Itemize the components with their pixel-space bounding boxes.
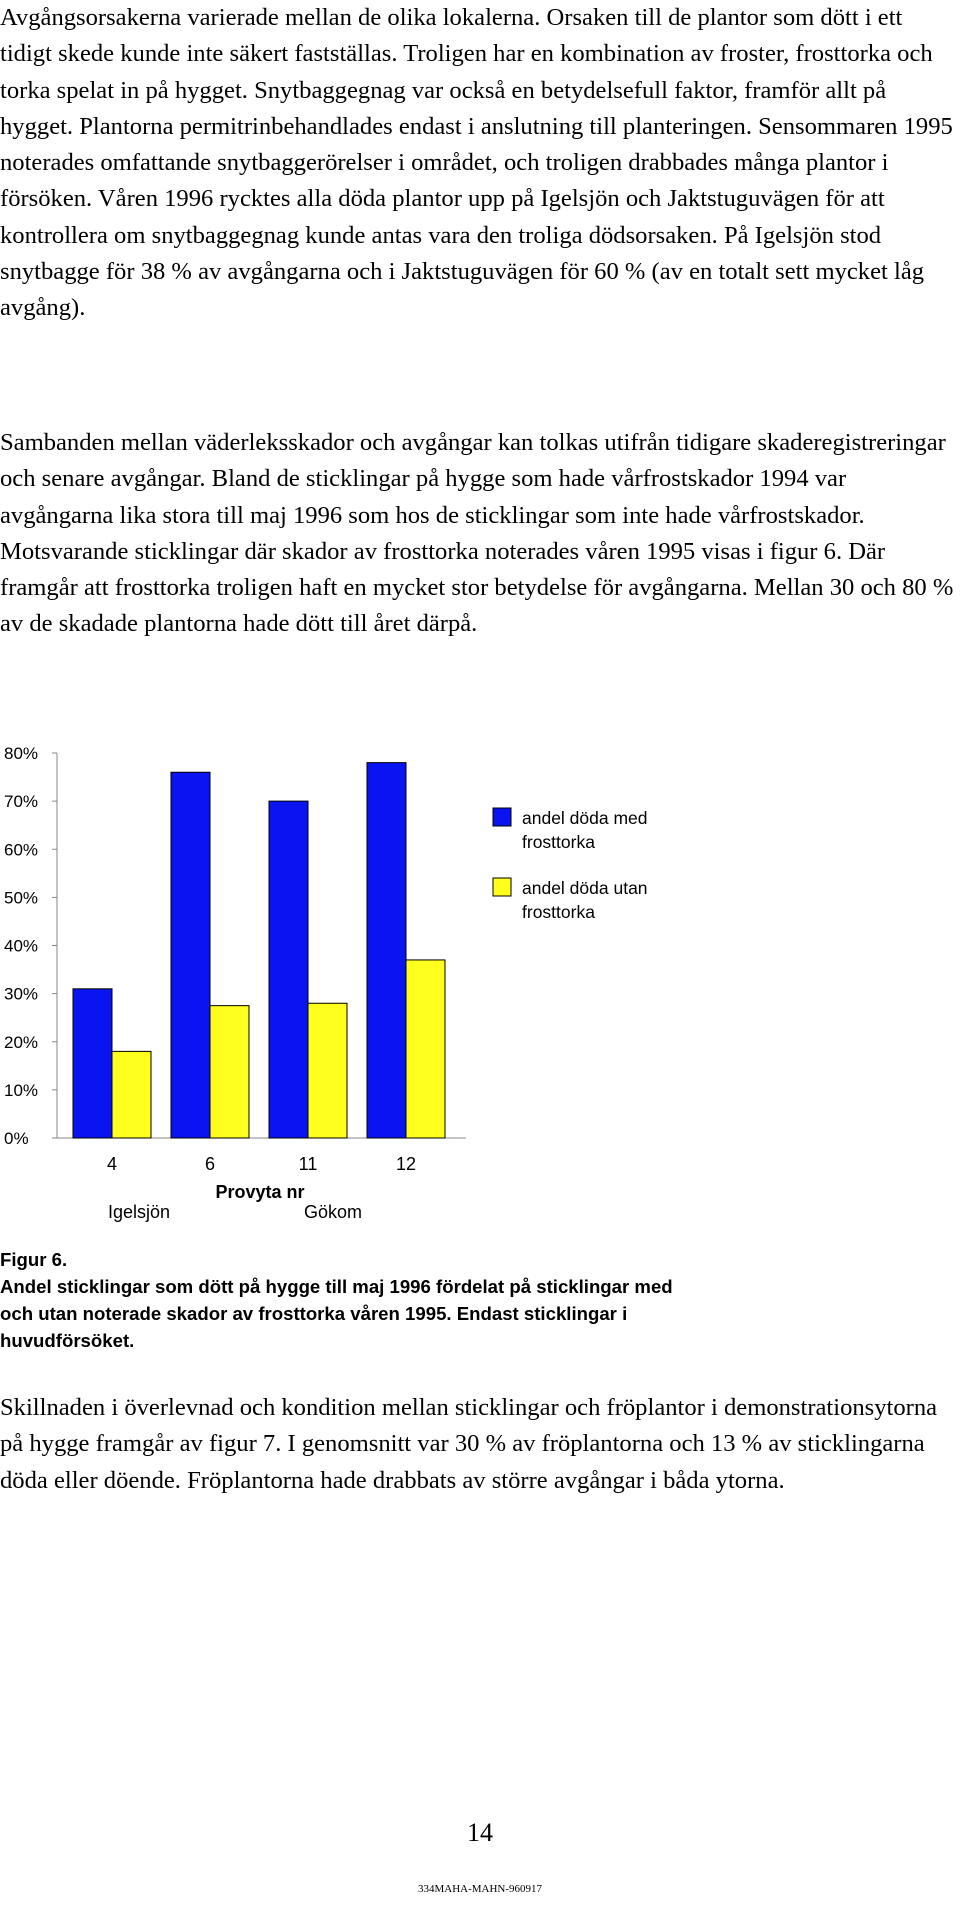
bar-med-frosttorka-11	[269, 801, 308, 1138]
bar-utan-frosttorka-6	[210, 1006, 249, 1138]
y-tick-label: 80%	[4, 744, 39, 763]
y-tick-label: 60%	[4, 840, 39, 860]
x-tick-label: 4	[106, 1154, 118, 1174]
chart-legend	[493, 808, 648, 922]
bar-utan-frosttorka-12	[406, 960, 445, 1138]
group-label-igelsjon: Igelsjön	[107, 1202, 171, 1222]
x-axis-title: Provyta nr	[215, 1182, 305, 1202]
y-tick-label: 10%	[4, 1080, 39, 1100]
figure-caption	[0, 1246, 700, 1354]
figure-caption-text: Andel sticklingar som dött på hygge till maj 1996 fördelat på sticklingar med och utan noterade skador av frosttorka våren 1995. Endast sticklingar i huvudförsöket.	[0, 1276, 673, 1351]
figure-caption-title: Figur 6.	[0, 1249, 68, 1270]
document-code: 334MAHA-MAHN-960917	[417, 1883, 543, 1895]
y-tick-label: 50%	[4, 888, 39, 908]
bar-med-frosttorka-12	[367, 763, 406, 1138]
legend-swatch	[493, 808, 511, 826]
paragraph-skillnaden: Skillnaden i överlevnad och kondition mellan sticklingar och fröplantor i demonstrationsytorna på hygge framgår av figur 7. I genomsnitt var 30 % av fröplantorna och 13 % av sticklingarna döda eller döende. Fröplantorna hade drabbats av större avgångar i båda ytorna.	[0, 1394, 938, 1494]
chart-bars	[73, 763, 445, 1138]
legend-label: andel döda med frosttorka	[522, 808, 648, 852]
y-tick-label: 40%	[4, 936, 39, 956]
figure-6-chart	[0, 725, 960, 1245]
chart-labels	[108, 1182, 362, 1222]
chart-y-ticks	[4, 744, 57, 1148]
bar-med-frosttorka-4	[73, 989, 112, 1138]
y-tick-label: 30%	[4, 984, 39, 1004]
bar-utan-frosttorka-4	[112, 1051, 151, 1138]
bar-utan-frosttorka-11	[308, 1003, 347, 1138]
paragraph-avgangsorsaker: Avgångsorsakerna varierade mellan de olika lokalerna. Orsaken till de plantor som dött i ett tidigt skede kunde inte säkert fastställas. Troligen har en kombination av froster, frosttorka och torka spelat in på hygget. Snytbaggegnag var också en betydelsefull faktor, framför allt på hygget. Plantorna permitrinbehandlades endast i anslutning till planteringen. Sensommaren 1995 noterades omfattande snytbaggerörelser i området, och troligen drabbades många plantor i försöken. Våren 1996 rycktes alla döda plantor upp på Igelsjön och Jaktstuguvägen för att kontrollera om snytbaggegnag kunde antas vara den troliga dödsorsaken. På Igelsjön stod snytbagge för 38 % av avgångarna och i Jaktstuguvägen för 60 % (av en totalt sett mycket låg avgång).	[0, 4, 953, 322]
page-number: 14	[467, 1818, 493, 1847]
x-tick-label: 12	[395, 1154, 417, 1174]
x-tick-label: 11	[298, 1154, 318, 1174]
legend-swatch	[493, 878, 511, 896]
y-tick-label: 70%	[4, 792, 39, 812]
x-tick-label: 6	[204, 1154, 216, 1174]
paragraph-samband: Sambanden mellan väderleksskador och avgångar kan tolkas utifrån tidigare skaderegistreringar och senare avgångar. Bland de sticklingar på hygge som hade vårfrostskador 1994 var avgångarna lika stora till maj 1996 som hos de sticklingar som inte hade vårfrostskador. Motsvarande sticklingar där skador av frosttorka noterades våren 1995 visas i figur 6. Där framgår att frosttorka troligen haft en mycket stor betydelse för avgångarna. Mellan 30 och 80 % av de skadade plantorna hade dött till året därpå.	[0, 429, 954, 638]
bar-chart-svg	[0, 725, 960, 1245]
y-tick-label: 0%	[4, 1129, 29, 1148]
legend-label: andel döda utan frosttorka	[522, 878, 648, 922]
chart-x-ticks	[107, 1154, 416, 1174]
bar-med-frosttorka-6	[171, 772, 210, 1138]
y-tick-label: 20%	[4, 1032, 39, 1052]
group-label-gokom: Gökom	[303, 1202, 363, 1222]
